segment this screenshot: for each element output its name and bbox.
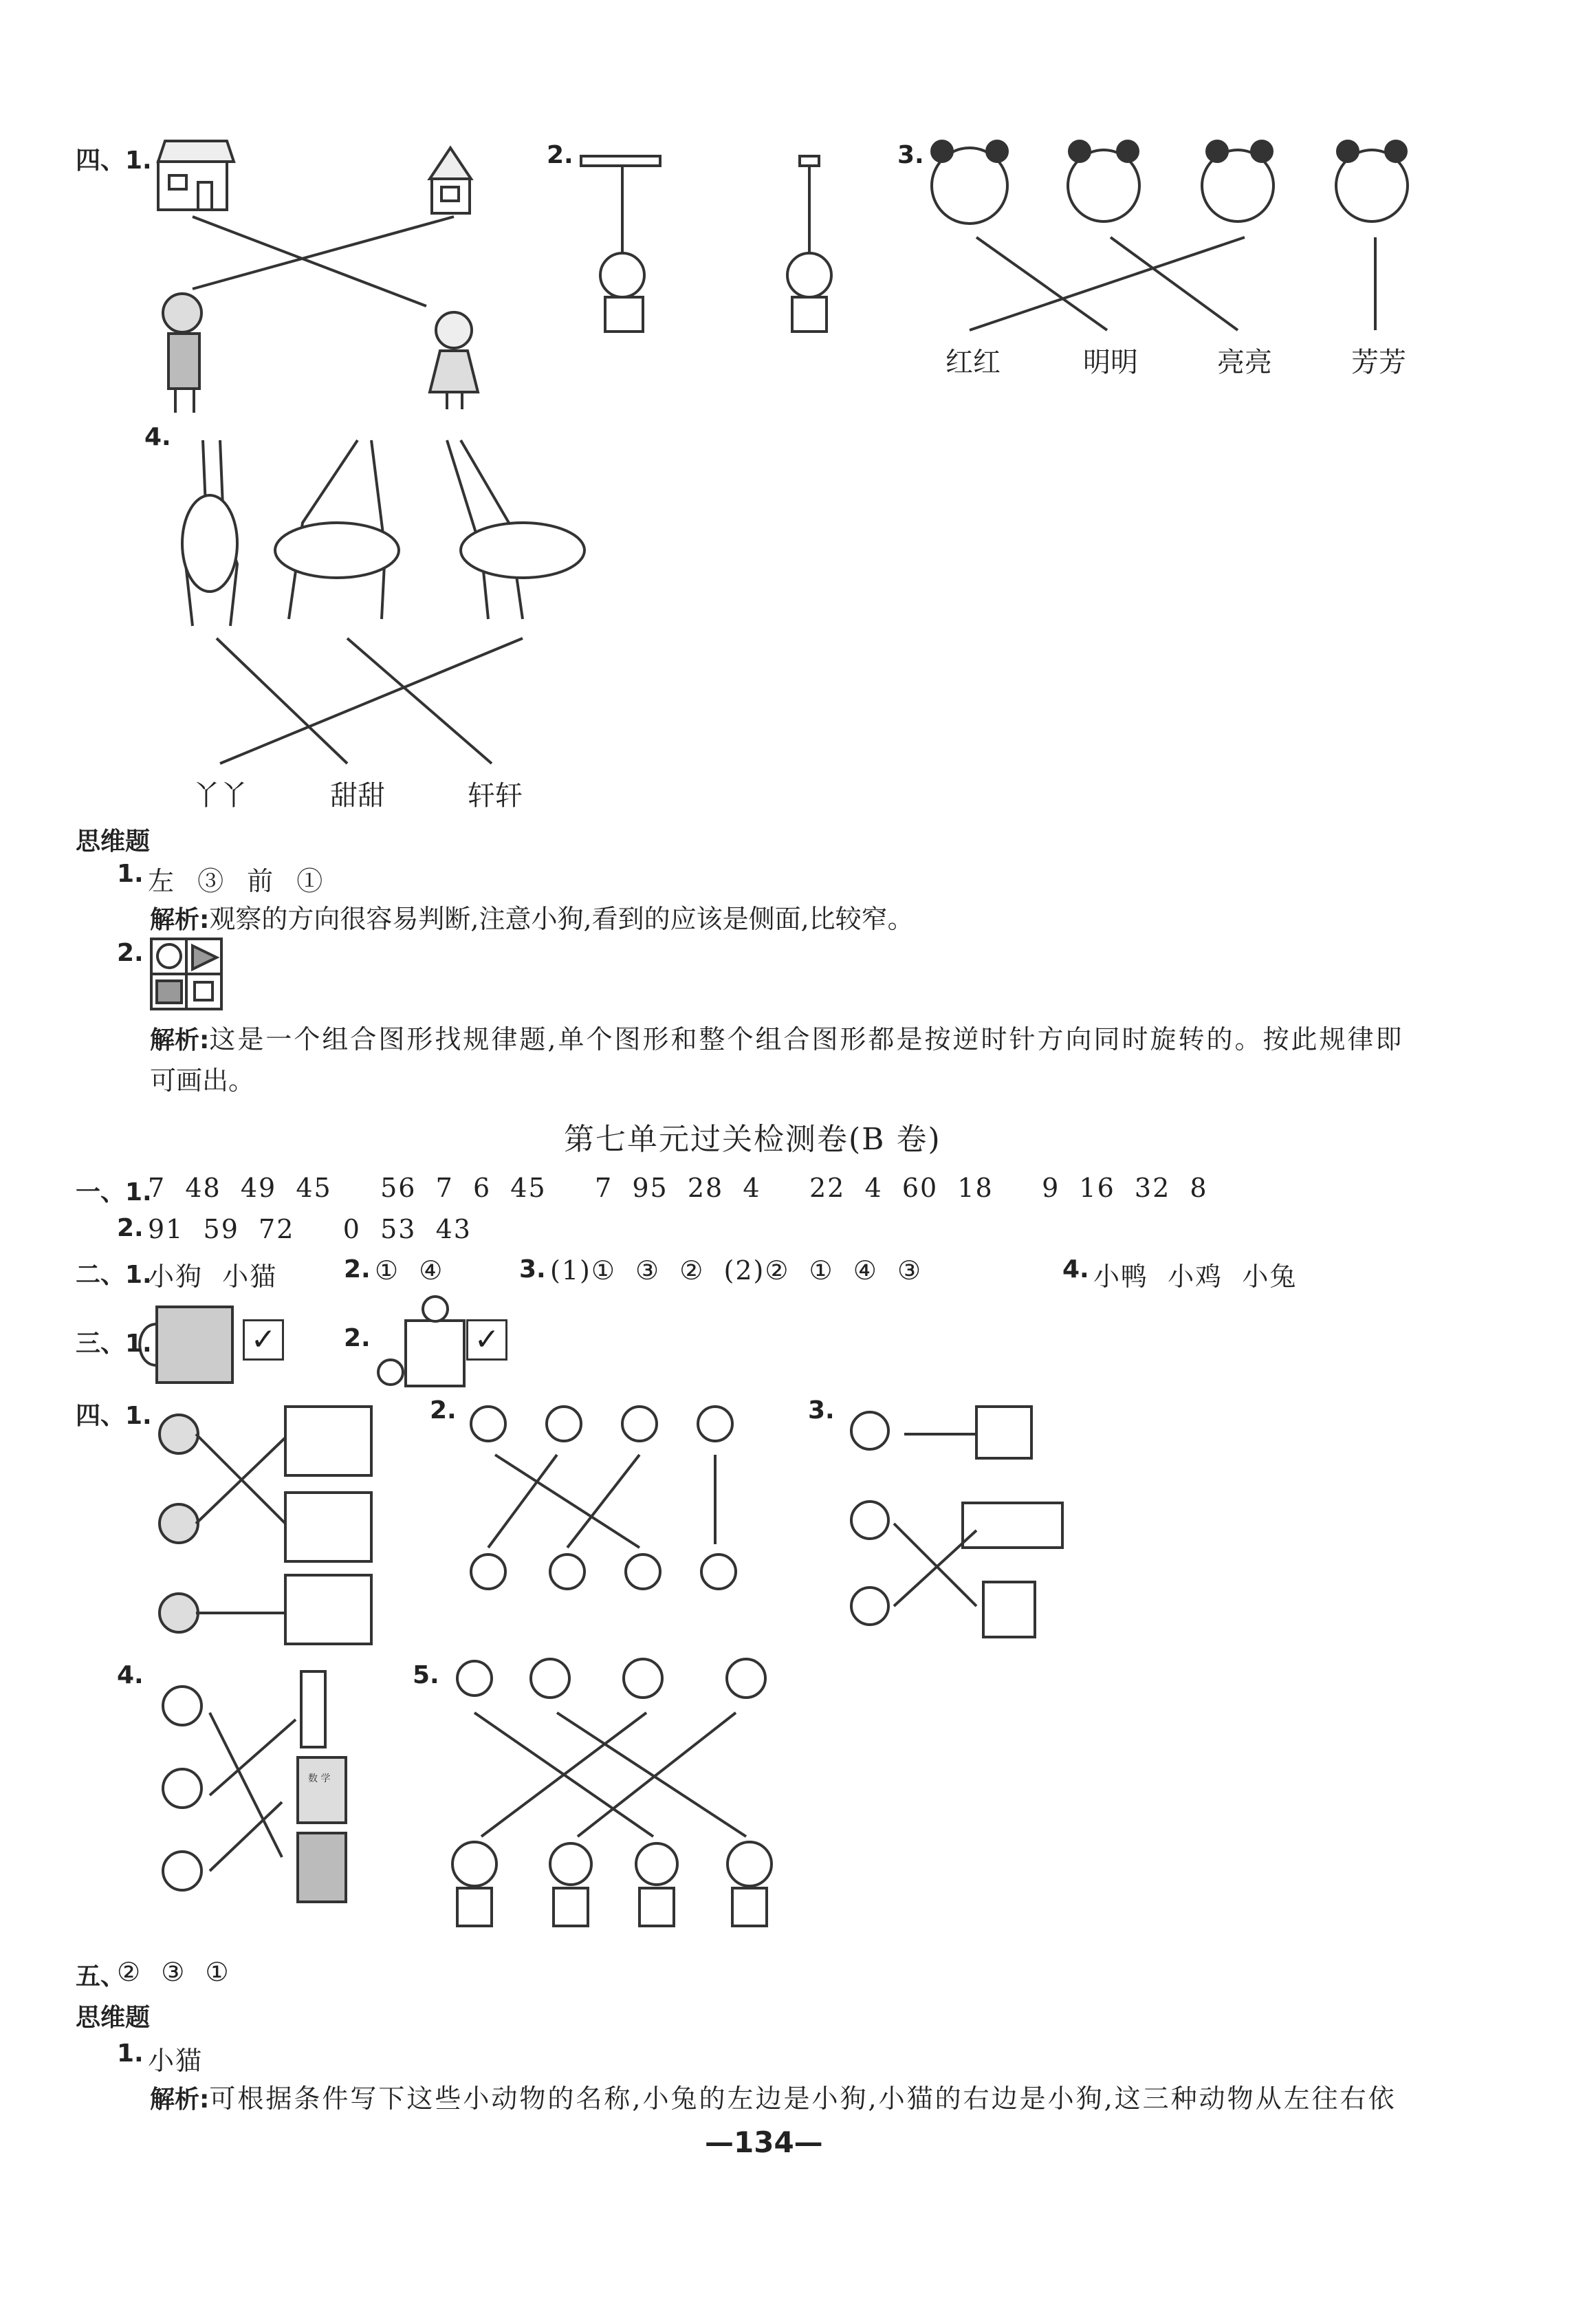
section-1-label: 一、1. [76,1178,152,1206]
section-4b-l3: 3. [808,1396,835,1425]
question-3-label: 3. [897,141,924,169]
check-box: ✓ [243,1319,284,1361]
pattern-grid [151,939,221,1009]
section-2-l3: 3. [519,1255,546,1284]
section-1-line2: 91 59 72 0 53 43 [148,1214,472,1244]
thinking-q1-answer: 左 ③ 前 ① [148,866,325,896]
analysis-label: 解析: [150,906,210,934]
section-2-a3: (1)① ③ ② (2)② ① ④ ③ [550,1255,923,1286]
child-face-1 [600,253,644,332]
section-2-a1: 小狗 小猫 [148,1261,278,1292]
question-2-label: 2. [547,141,573,169]
section-4b-l4: 4. [117,1661,144,1689]
section-3-l2: 2. [344,1324,371,1352]
analysis-label: 解析: [150,2086,210,2114]
analysis-text: 可根据条件写下这些小动物的名称,小兔的左边是小狗,小猫的右边是小狗,这三种动物从左往右依 [209,2083,1397,2114]
page-number: —134— [705,2125,823,2159]
section-2-label: 二、1. [76,1261,152,1289]
panda-name-3: 亮亮 [1217,347,1272,378]
check-box: ✓ [466,1319,507,1361]
boy-figure [163,294,201,413]
thinking-heading: 思维题 [76,827,151,856]
section-5-label: 五、 [76,1962,126,1991]
section-4b-label: 四、1. [76,1402,152,1430]
bear-icons [452,1659,772,1926]
analysis-label: 解析: [150,1026,210,1054]
analysis-text-line2: 可画出。 [150,1065,255,1096]
thinking-q1-analysis [150,898,914,935]
thinking2-q1-answer: 小猫 [148,2046,204,2076]
square-circles-shape [378,1297,464,1386]
panda-icons [932,141,1408,224]
analysis-text: 观察的方向很容易判断,注意小狗,看到的应该是侧面,比较窄。 [209,904,914,934]
thinking-q2-analysis [150,1018,1404,1056]
bus-icons [851,1407,1062,1637]
section-1-line1: 7 48 49 45 56 7 6 45 7 95 28 4 22 4 60 18 9 16 32 8 [148,1173,1208,1203]
question-4-label: 4. [144,423,171,451]
thinking-q1-label: 1. [117,860,144,888]
long-bar-shape [581,156,660,166]
mug-icon [140,1307,232,1383]
section-2-a4: 小鸭 小鸡 小兔 [1093,1261,1298,1292]
panda-name-1: 红红 [945,347,1001,378]
animal-picture-boxes [160,1407,371,1644]
short-bar-shape [800,156,819,166]
girl-figure [430,312,478,409]
thinking2-q1-label: 1. [117,2039,144,2068]
section-3-label: 三、1. [76,1330,152,1358]
section-2-l2: 2. [344,1255,371,1284]
thinking2-heading: 思维题 [76,2004,151,2032]
section-4b-l5: 5. [413,1661,439,1689]
giraffe-icons [182,440,584,626]
svg-text:数 学: 数 学 [308,1773,331,1784]
giraffe-name-1: 丫丫 [193,780,248,812]
giraffe-name-3: 轩轩 [468,780,523,812]
section-2-l4: 4. [1062,1255,1089,1284]
tall-house-icon [430,148,471,213]
thinking-q2-label: 2. [117,939,144,967]
giraffe-name-2: 甜甜 [330,780,385,812]
animal-rows [471,1407,736,1589]
section-4-label: 四、1. [76,147,152,175]
section-4b-l2: 2. [430,1396,457,1425]
thinking2-analysis [150,2077,1397,2115]
panda-name-4: 芳芳 [1351,347,1406,378]
section-1-q2-label: 2. [117,1214,144,1242]
child-face-2 [787,253,831,332]
section-5-answer: ② ③ ① [117,1957,230,1987]
panda-name-2: 明明 [1083,347,1138,378]
book-icons [163,1671,346,1902]
section-2-a2: ① ④ [375,1255,444,1286]
wide-house-icon [158,141,234,210]
analysis-text: 这是一个组合图形找规律题,单个图形和整个组合图形都是按逆时针方向同时旋转的。按此规律即 [209,1024,1404,1054]
section-title: 第七单元过关检测卷(B 卷) [564,1122,941,1157]
